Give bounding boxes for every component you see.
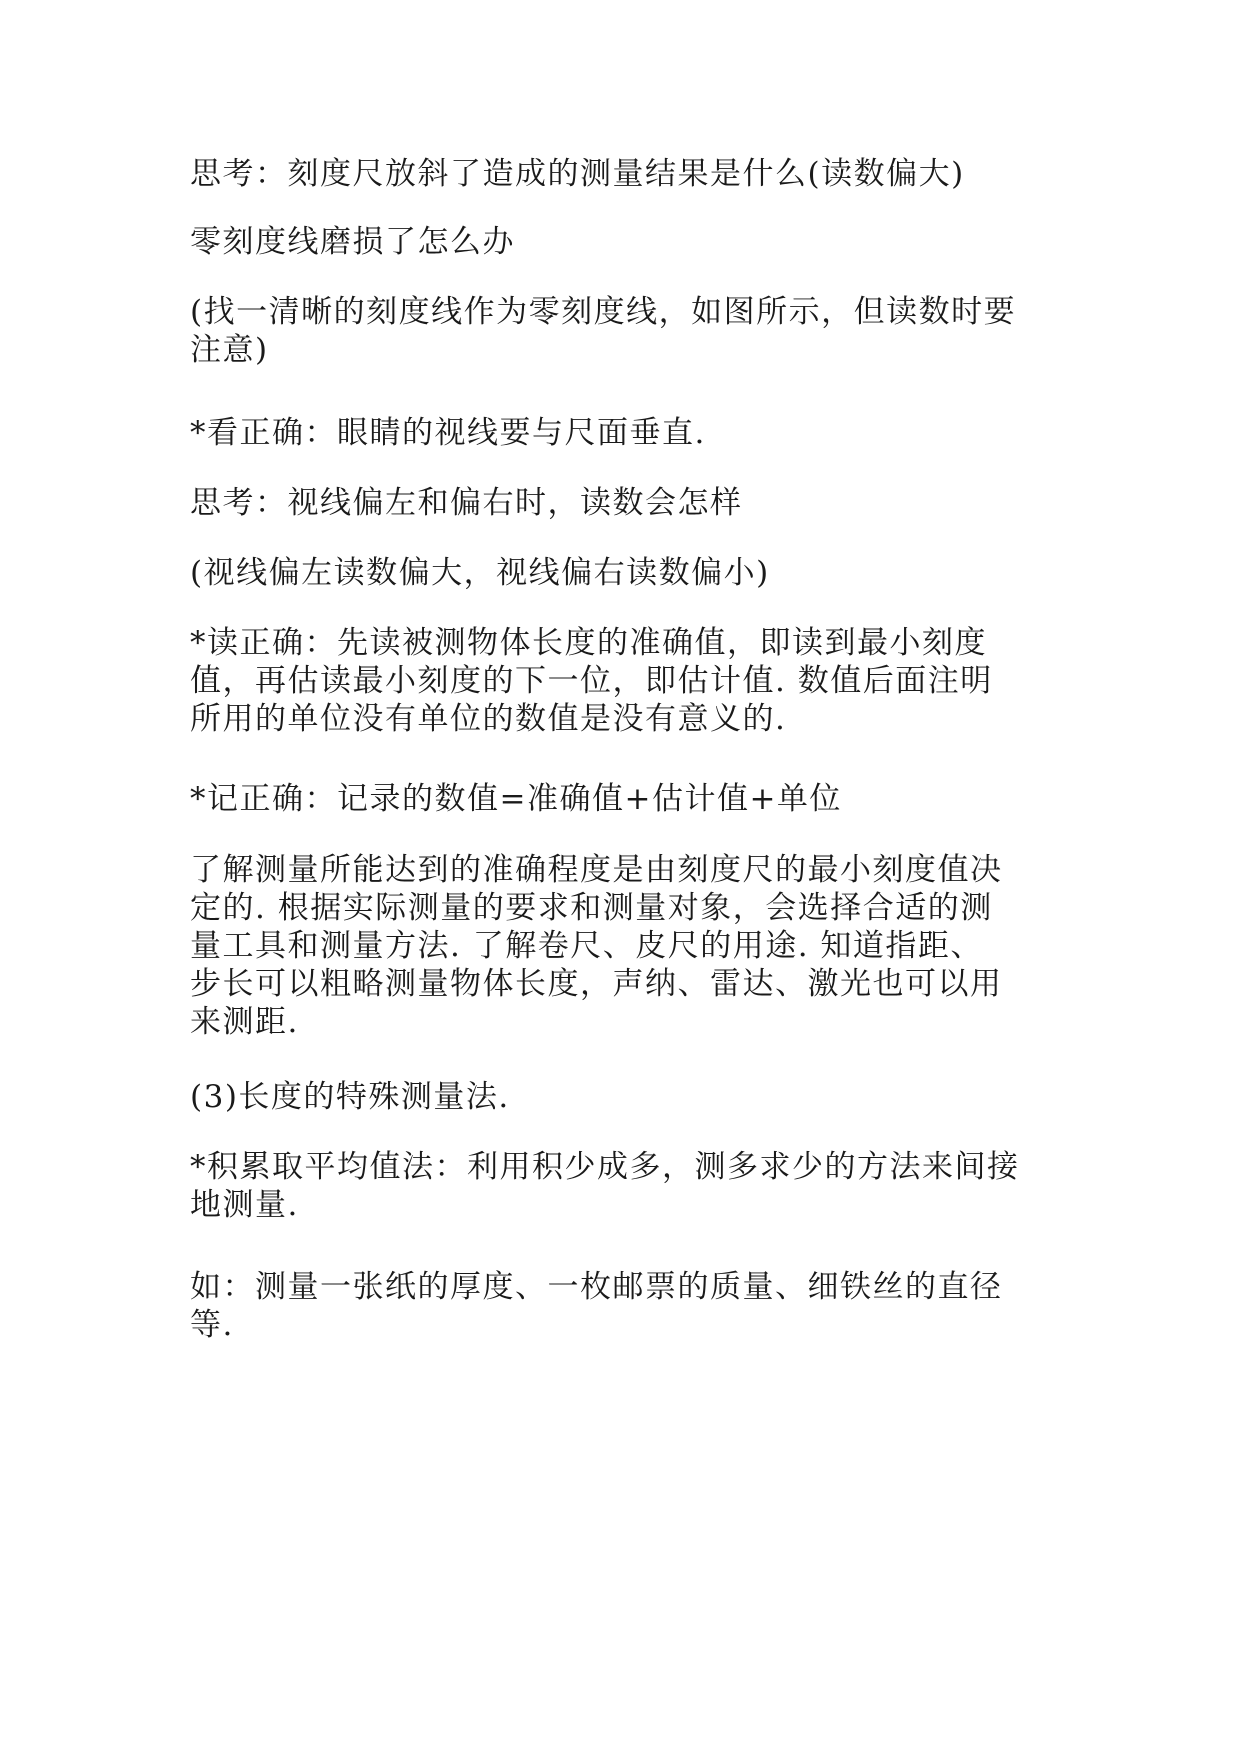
text-line: 所用的单位没有单位的数值是没有意义的. [190, 701, 787, 737]
paragraph-12 [190, 1268, 1050, 1344]
paragraph-2 [190, 223, 1050, 261]
text-line: 思考：视线偏左和偏右时，读数会怎样 [190, 485, 743, 521]
paragraph-8 [190, 780, 1050, 818]
text-line: (3)长度的特殊测量法. [190, 1079, 510, 1115]
text-line: 了解测量所能达到的准确程度是由刻度尺的最小刻度值决 [190, 852, 1003, 888]
text-line: 地测量. [190, 1187, 299, 1223]
text-line: *看正确：眼睛的视线要与尺面垂直. [190, 415, 706, 451]
text-line: 如：测量一张纸的厚度、一枚邮票的质量、细铁丝的直径 [190, 1269, 1003, 1305]
text-line: 定的. 根据实际测量的要求和测量对象，会选择合适的测 [190, 890, 993, 926]
text-line: (视线偏左读数偏大，视线偏右读数偏小) [190, 555, 770, 591]
text-line: 步长可以粗略测量物体长度，声纳、雷达、激光也可以用 [190, 966, 1003, 1002]
text-line: 来测距. [190, 1004, 299, 1040]
text-line: 注意) [190, 332, 269, 368]
paragraph-7 [190, 624, 1050, 738]
text-line: *记正确：记录的数值=准确值+估计值+单位 [190, 781, 842, 817]
text-line: 思考：刻度尺放斜了造成的测量结果是什么(读数偏大) [190, 156, 965, 192]
text-line: 等. [190, 1307, 234, 1343]
paragraph-1 [190, 155, 1050, 193]
text-line: 值，再估读最小刻度的下一位，即估计值. 数值后面注明 [190, 663, 993, 699]
paragraph-6 [190, 554, 1050, 592]
text-line: (找一清晰的刻度线作为零刻度线，如图所示，但读数时要 [190, 294, 1017, 330]
text-line: *积累取平均值法：利用积少成多，测多求少的方法来间接 [190, 1149, 1020, 1185]
paragraph-9 [190, 851, 1050, 1041]
paragraph-11 [190, 1148, 1050, 1224]
paragraph-10 [190, 1078, 1050, 1116]
paragraph-5 [190, 484, 1050, 522]
text-line: 零刻度线磨损了怎么办 [190, 224, 515, 260]
paragraph-4 [190, 414, 1050, 452]
text-line: 量工具和测量方法. 了解卷尺、皮尺的用途. 知道指距、 [190, 928, 983, 964]
text-line: *读正确：先读被测物体长度的准确值，即读到最小刻度 [190, 625, 987, 661]
paragraph-3 [190, 293, 1050, 369]
